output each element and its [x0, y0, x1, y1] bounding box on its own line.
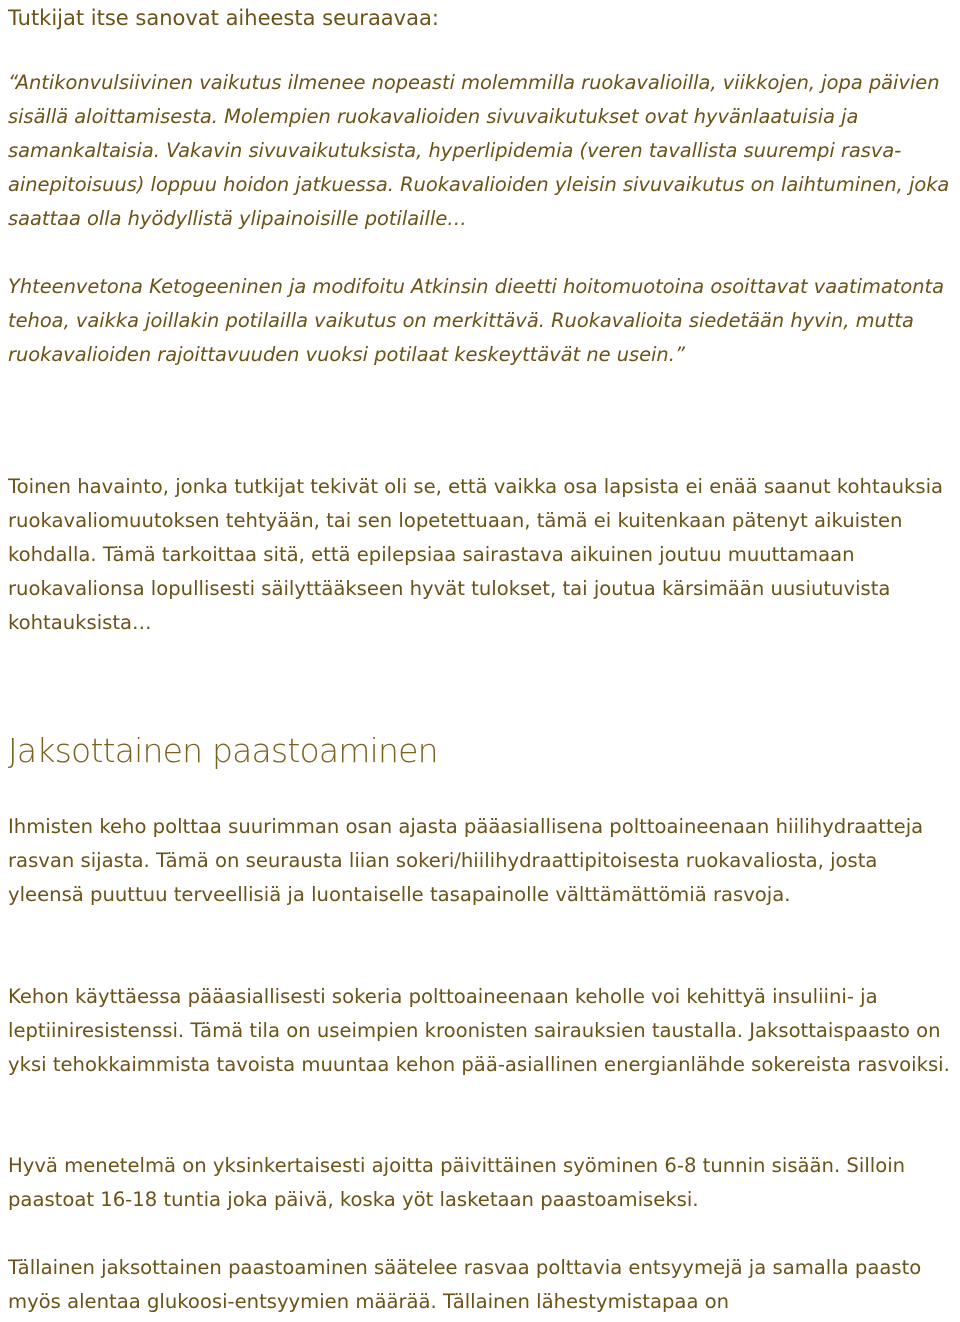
body-paragraph: Ihmisten keho polttaa suurimman osan ajasta pääasiallisena polttoaineenaan hiilihydraatteja rasvan sijasta. Tämä on seurausta liian sokeri/hiilihydraattipitoisesta ruokavaliosta, josta yleensä puuttuu terveellisiä ja luontaiselle tasapainolle välttämättömiä rasvoja. [8, 815, 924, 906]
body-paragraph: Toinen havainto, jonka tutkijat tekivät oli se, että vaikka osa lapsista ei enää saanut kohtauksia ruokavaliomuutoksen tehtyään, tai sen lopetettuaan, tämä ei kuitenkaan pätenyt aikuisten kohdalla. Tämä tarkoittaa sitä, että epilepsiaa sairastava aikuinen joutuu muuttamaan ruokavalionsa lopullisesti säilyttääkseen hyvät tulokset, tai joutua kärsimään uusiutuvista kohtauksista… [8, 475, 944, 634]
research-quote [8, 66, 954, 372]
quote-paragraph: “Antikonvulsiivinen vaikutus ilmenee nopeasti molemmilla ruokavalioilla, viikkojen, jopa päivien sisällä aloittamisesta. Molempien ruokavalioiden sivuvaikutukset ovat hyvänlaatuisia ja samankaltaisia. Vakavin sivuvaikutuksista, hyperlipidemia (veren tavallista suurempi rasva-ainepitoisuus) loppuu hoidon jatkuessa. Ruokavalioiden yleisin sivuvaikutus on laihtuminen, joka saattaa olla hyödyllistä ylipainoisille potilaille… [8, 71, 950, 230]
body-paragraph: Kehon käyttäessa pääasiallisesti sokeria polttoaineenaan keholle voi kehittyä insuliini- ja leptiiniresistenssi. Tämä tila on useimpien kroonisten sairauksien taustalla. Jaksottaispaasto on yksi tehokkaimmista tavoista muuntaa kehon pää-asiallinen energianlähde sokereista rasvoiksi. [8, 985, 950, 1076]
body-paragraph: Hyvä menetelmä on yksinkertaisesti ajoitta päivittäinen syöminen 6-8 tunnin sisään. Silloin paastoat 16-18 tuntia joka päivä, koska yöt lasketaan paastoamiseksi. [8, 1154, 906, 1211]
body-paragraph: Tällainen jaksottainen paastoaminen säätelee rasvaa polttavia entsyymejä ja samalla paasto myös alentaa glukoosi-entsyymien määrää. Tällainen lähestymistapaa on [8, 1256, 922, 1313]
intro-text: Tutkijat itse sanovat aiheesta seuraavaa: [8, 6, 439, 30]
quote-paragraph: Yhteenvetona Ketogeeninen ja modifoitu Atkinsin dieetti hoitomuotoina osoittavat vaatimatonta tehoa, vaikka joillakin potilailla vaikutus on merkittävä. Ruokavalioita siedetään hyvin, mutta ruokavalioiden rajoittavuuden vuoksi potilaat keskeyttävät ne usein.” [8, 275, 944, 366]
section-heading: Jaksottainen paastoaminen [8, 731, 438, 770]
